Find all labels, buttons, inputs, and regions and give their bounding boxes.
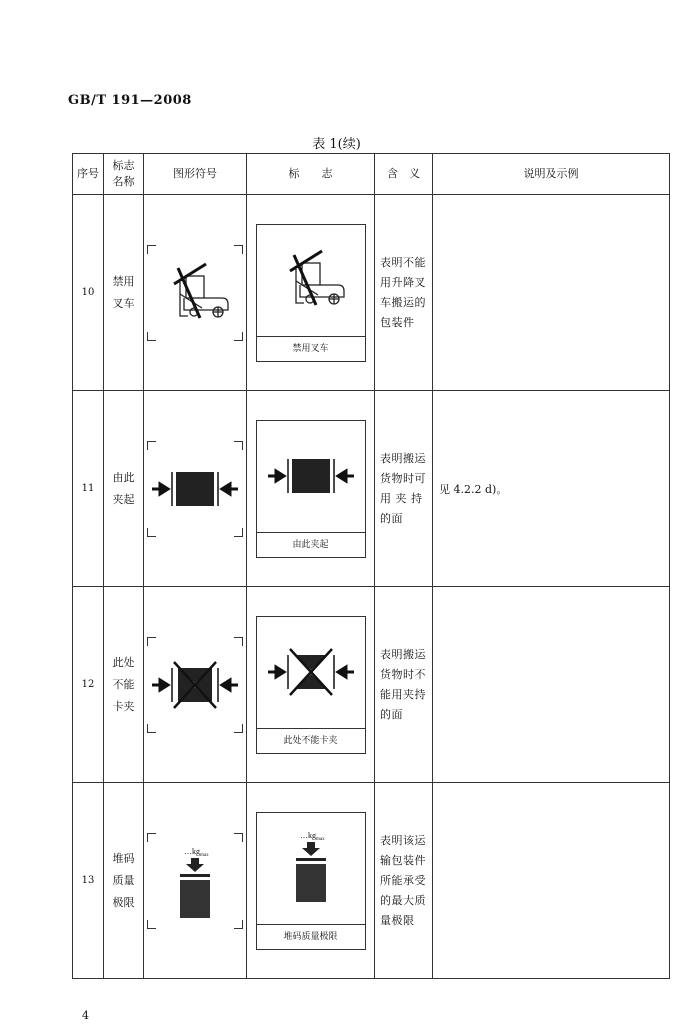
row-mark	[247, 587, 375, 783]
row-meaning: 表明搬运 货物时可 用 夹 持 的面	[375, 391, 433, 587]
table-row	[73, 587, 670, 783]
header-meaning: 含 义	[375, 154, 433, 195]
row-mark	[247, 391, 375, 587]
table-header-row	[73, 154, 670, 195]
table-row	[73, 195, 670, 391]
mark-label: 禁用叉车	[257, 336, 365, 361]
stacking-mass-limit-icon	[266, 830, 356, 906]
table-row	[73, 783, 670, 979]
mark-box	[256, 224, 366, 362]
row-mark	[247, 195, 375, 391]
row-name: 由此 夹起	[104, 391, 144, 587]
row-symbol	[144, 587, 247, 783]
row-number: 13	[73, 783, 104, 979]
marks-table	[72, 153, 670, 979]
row-number: 12	[73, 587, 104, 783]
row-name: 堆码 质量 极限	[104, 783, 144, 979]
row-meaning: 表明该运 输包装件 所能承受 的最大质 量极限	[375, 783, 433, 979]
svg-text:…kgmax: $\dots kg_{max}$	[299, 831, 325, 842]
row-note	[433, 587, 670, 783]
mark-label: 此处不能卡夹	[257, 728, 365, 753]
row-number: 10	[73, 195, 104, 391]
row-symbol	[144, 195, 247, 391]
table-row	[73, 391, 670, 587]
mark-box	[256, 616, 366, 754]
do-not-clamp-here-icon	[147, 637, 243, 733]
header-note: 说明及示例	[433, 154, 670, 195]
row-note	[433, 783, 670, 979]
stacking-mass-limit-icon	[147, 833, 243, 929]
row-symbol	[144, 391, 247, 587]
header-symbol: 图形符号	[144, 154, 247, 195]
mark-label: 堆码质量极限	[257, 924, 365, 949]
row-number: 11	[73, 391, 104, 587]
clamp-here-icon	[266, 441, 356, 511]
row-meaning: 表明搬运 货物时不 能用夹持 的面	[375, 587, 433, 783]
forklift-prohibited-icon	[266, 245, 356, 315]
row-name: 此处 不能 卡夹	[104, 587, 144, 783]
mark-label: 由此夹起	[257, 532, 365, 557]
row-symbol	[144, 783, 247, 979]
clamp-here-icon	[147, 441, 243, 537]
page-number: 4	[82, 1009, 89, 1022]
mark-box	[256, 812, 366, 950]
svg-text:…kgmax: $\dots kg_{max}$	[184, 846, 209, 858]
header-mark: 标 志	[247, 154, 375, 195]
table-caption: 表 1(续)	[312, 137, 361, 152]
header-number: 序号	[73, 154, 104, 195]
row-name: 禁用 叉车	[104, 195, 144, 391]
do-not-clamp-here-icon	[266, 637, 356, 707]
forklift-prohibited-icon	[147, 245, 243, 341]
row-note: 见 4.2.2 d)。	[433, 391, 670, 587]
row-note	[433, 195, 670, 391]
row-mark	[247, 783, 375, 979]
mark-box	[256, 420, 366, 558]
standard-code-header: GB/T 191—2008	[68, 93, 192, 108]
row-meaning: 表明不能 用升降叉 车搬运的 包装件	[375, 195, 433, 391]
header-name: 标志 名称	[104, 154, 144, 195]
